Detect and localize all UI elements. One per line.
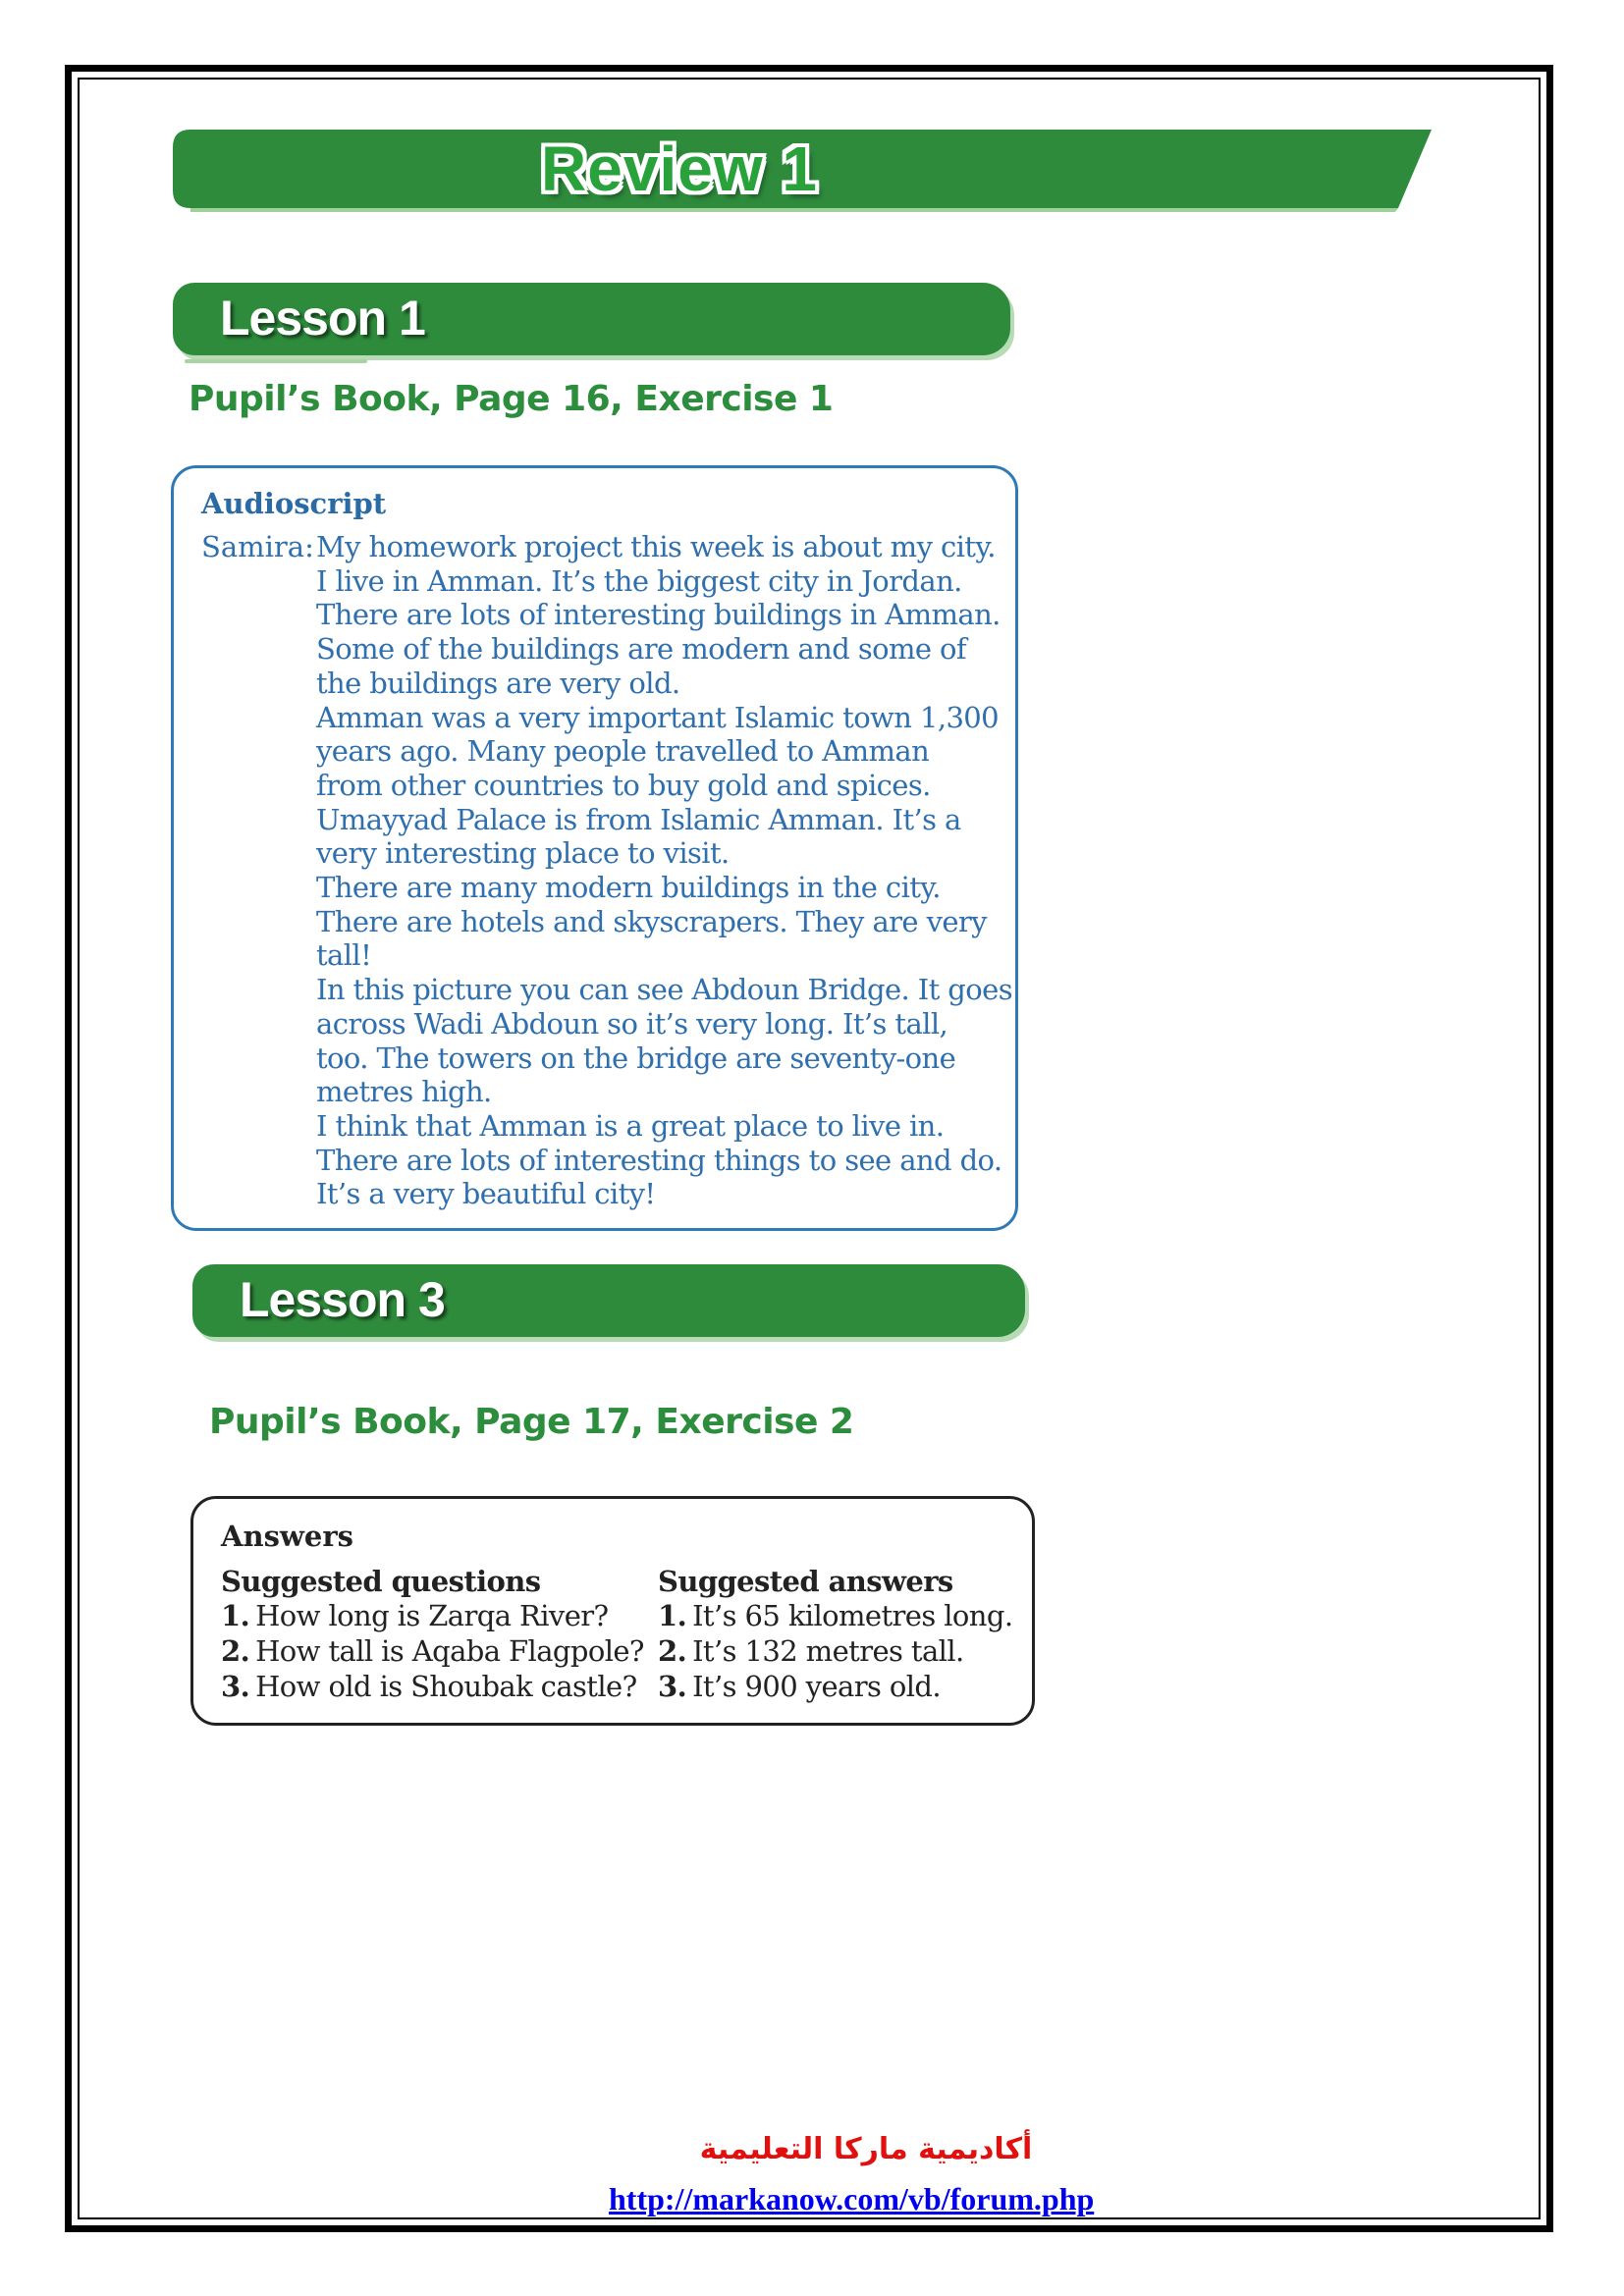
script-line: Umayyad Palace is from Islamic Amman. It’s a <box>316 802 961 836</box>
script-line: I think that Amman is a great place to live in. <box>316 1108 945 1143</box>
answer-text: It’s 132 metres tall. <box>692 1634 964 1668</box>
script-line: across Wadi Abdoun so it’s very long. It’s tall, <box>316 1006 948 1041</box>
audioscript-text <box>316 530 1012 1211</box>
script-line: My homework project this week is about my city. <box>316 530 996 563</box>
answer-text: It’s 900 years old. <box>692 1670 941 1703</box>
question-number: 1. <box>221 1599 250 1632</box>
script-line: the buildings are very old. <box>316 666 680 700</box>
script-line: There are hotels and skyscrapers. They are very <box>316 904 987 938</box>
review-title: Review 1 <box>541 133 818 204</box>
script-line: There are lots of interesting things to see and do. <box>316 1143 1002 1177</box>
exercise-1-heading: Pupil’s Book, Page 16, Exercise 1 <box>189 379 834 419</box>
suggested-answers-column <box>658 1565 1012 1704</box>
script-line: from other countries to buy gold and spices. <box>316 768 931 802</box>
audioscript-heading: Audioscript <box>201 487 387 520</box>
lesson-1-underline <box>185 359 367 363</box>
script-line: It’s a very beautiful city! <box>316 1177 656 1211</box>
question-text: How tall is Aqaba Flagpole? <box>255 1634 644 1668</box>
answer-text: It’s 65 kilometres long. <box>692 1599 1013 1632</box>
answer-number: 3. <box>658 1670 687 1703</box>
script-line: very interesting place to visit. <box>316 836 730 871</box>
question-item <box>221 1669 644 1704</box>
answers-heading: Answers <box>221 1520 353 1553</box>
answer-item <box>658 1598 1012 1633</box>
lesson-3-banner <box>192 1264 1025 1337</box>
suggested-questions-column <box>221 1565 644 1704</box>
script-line: I live in Amman. It’s the biggest city in Jordan. <box>316 563 962 598</box>
answer-number: 1. <box>658 1599 687 1632</box>
script-line: Some of the buildings are modern and some of <box>316 632 967 667</box>
exercise-2-heading: Pupil’s Book, Page 17, Exercise 2 <box>209 1402 854 1442</box>
script-line: Amman was a very important Islamic town 1,300 <box>316 700 999 734</box>
script-line: In this picture you can see Abdoun Bridge. It goes <box>316 973 1012 1007</box>
academy-name: أكاديمية ماركا التعليمية <box>699 2132 1033 2166</box>
lesson-1-title: Lesson 1 <box>220 291 425 346</box>
question-item <box>221 1598 644 1633</box>
script-line: too. The towers on the bridge are seventy-one <box>316 1041 956 1075</box>
lesson-1-banner <box>173 283 1010 355</box>
question-text: How old is Shoubak castle? <box>255 1670 637 1703</box>
question-text: How long is Zarqa River? <box>255 1599 609 1632</box>
suggested-questions-heading: Suggested questions <box>221 1565 541 1598</box>
forum-link[interactable]: http://markanow.com/vb/forum.php <box>609 2181 1095 2216</box>
answer-item <box>658 1669 1012 1704</box>
speaker-label: Samira: <box>201 530 314 563</box>
script-line: tall! <box>316 938 372 973</box>
question-number: 2. <box>221 1634 250 1668</box>
question-item <box>221 1633 644 1669</box>
question-number: 3. <box>221 1670 250 1703</box>
script-line: years ago. Many people travelled to Amman <box>316 734 930 769</box>
answer-item <box>658 1633 1012 1669</box>
review-banner <box>169 126 1432 212</box>
script-line: There are lots of interesting buildings in Amman. <box>316 598 1001 632</box>
script-line: metres high. <box>316 1075 492 1109</box>
script-line: There are many modern buildings in the city. <box>316 871 941 905</box>
answer-number: 2. <box>658 1634 687 1668</box>
lesson-3-title: Lesson 3 <box>240 1272 445 1327</box>
suggested-answers-heading: Suggested answers <box>658 1565 953 1598</box>
